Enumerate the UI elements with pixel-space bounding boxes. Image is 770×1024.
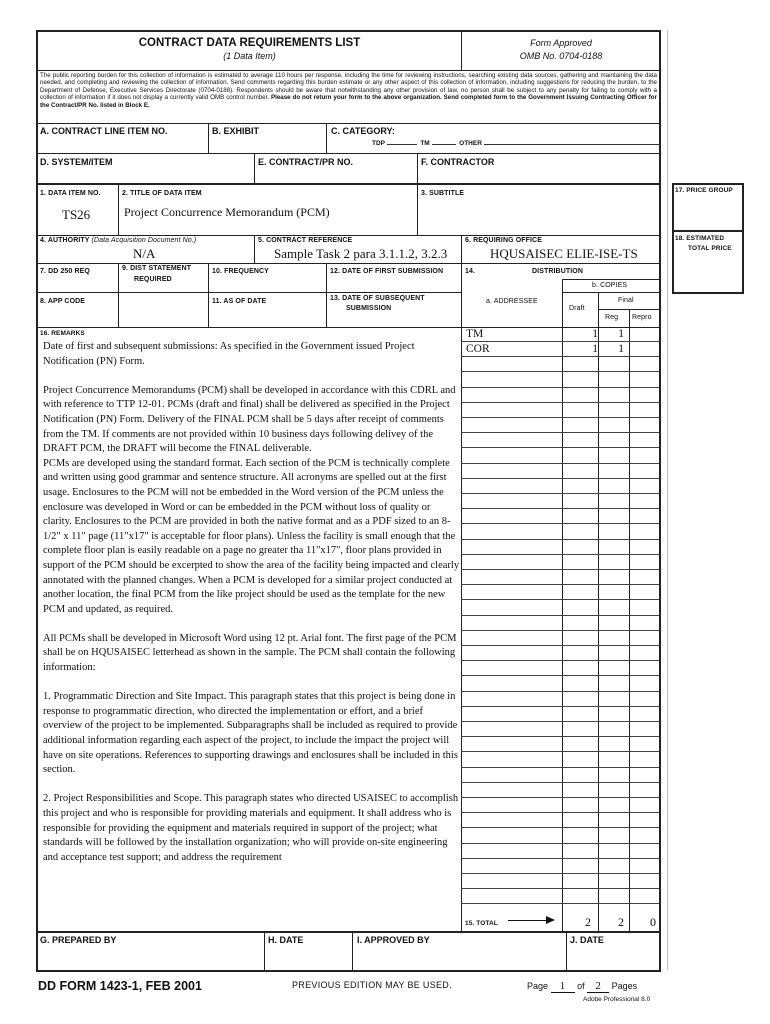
distribution-grid-line: [461, 478, 659, 479]
rule: [118, 183, 119, 235]
distribution-grid-line: [461, 599, 659, 600]
distribution-grid-line: [461, 691, 659, 692]
draft-label: Draft: [569, 305, 585, 312]
distribution-grid-line: [461, 539, 659, 540]
subsequent-label: 13. DATE OF SUBSEQUENT: [330, 295, 425, 302]
rule: [36, 70, 661, 71]
copies-label: b. COPIES: [592, 282, 628, 289]
category-label: C. CATEGORY:: [331, 126, 395, 136]
margin-rule: [667, 30, 668, 970]
distribution-number: 14.: [465, 268, 476, 275]
rule: [254, 235, 255, 263]
distribution-grid-line: [461, 782, 659, 783]
distribution-grid-line: [461, 721, 659, 722]
page-total: 2: [587, 980, 609, 993]
authority-label: [40, 237, 196, 244]
page-indicator: [527, 980, 637, 993]
addressee-label: a. ADDRESSEE: [486, 298, 538, 305]
form-left-border: [36, 30, 38, 971]
rule: [417, 183, 418, 235]
form-id: DD FORM 1423-1, FEB 2001: [38, 979, 202, 993]
data-item-no-value: TS26: [62, 207, 91, 222]
total-arrow-line: [508, 920, 548, 921]
total-repro: 0: [650, 915, 656, 929]
page-label: Page: [527, 981, 549, 991]
exhibit-label: B. EXHIBIT: [212, 126, 260, 136]
approved-by-label: I. APPROVED BY: [357, 935, 430, 945]
distribution-grid-line: [461, 371, 659, 372]
rule: [36, 292, 462, 293]
title-label: 2. TITLE OF DATA ITEM: [122, 190, 202, 197]
app-code-label: 8. APP CODE: [40, 298, 86, 305]
distribution-grid-line: [461, 493, 659, 494]
price-group-label: 17. PRICE GROUP: [675, 187, 733, 194]
distribution-grid-line: [461, 387, 659, 388]
addressee-cell: TM: [466, 328, 484, 340]
rule: [36, 153, 661, 154]
remarks-paragraph: PCMs are developed using the standard format. Each section of the PCM is technically complete and written using good grammar and sentence structure. All acronyms are spelled out at the first usage. Enclosures to the PCM will not be embedded in the Word version of the PCM unless the enclosure was developed in Word or can be embedded in the PCM without loss of quality or clarity. Enclosures to the PCM are provided in both the native format and as a PDF sized to an 8-1/2" x 11" page (11"x17" is acceptable for floor plans). Unless the facility is small enough that the complete floor plan is easily readable on a page no greater tha 11"x17", floor plans provided in support of the PCM should be excerpted to show the area of the facility being impacted and clearly annotated with the planned changes. When a PCM is developed for a similar project conducted at another location, the final PCM from the like project should be used as the template for the new PCM and updated, as required.: [43, 457, 460, 615]
page-number: 1: [551, 980, 575, 993]
rule: [36, 263, 661, 264]
total-price-label: TOTAL PRICE: [688, 245, 732, 252]
form-right-border: [659, 30, 661, 971]
dist-statement-label: 9. DIST STATEMENT: [122, 265, 192, 272]
arrow-right-icon: [546, 916, 555, 924]
distribution-grid-line: [461, 569, 659, 570]
remarks-label: 16. REMARKS: [40, 330, 85, 337]
of-label: of: [577, 981, 585, 991]
rule: [326, 263, 327, 327]
distribution-grid-line: [461, 630, 659, 631]
burden-statement: [40, 72, 657, 109]
data-item-no-label: 1. DATA ITEM NO.: [40, 190, 101, 197]
estimated-label: 18. ESTIMATED: [675, 235, 725, 242]
rule: [264, 931, 265, 971]
distribution-grid-line: [461, 858, 659, 859]
distribution-grid-line: [461, 417, 659, 418]
remarks-paragraph: All PCMs shall be developed in Microsoft Word using 12 pt. Arial font. The first page of the PCM shall be on HQUSAISEC letterhead as shown in the sample. The PCM shall contain the following information:: [43, 632, 457, 674]
distribution-grid-line: [461, 432, 659, 433]
prepared-by-label: G. PREPARED BY: [40, 935, 117, 945]
rule: [461, 235, 462, 263]
authority-label-text: 4. AUTHORITY: [40, 237, 90, 244]
form-subtitle: (1 Data Item): [223, 51, 276, 61]
rule: [461, 263, 462, 327]
header-divider: [461, 30, 462, 70]
frequency-label: 10. FREQUENCY: [212, 268, 269, 275]
addressee-cell: COR: [466, 343, 490, 355]
rule: [562, 279, 659, 280]
distribution-grid-line: [461, 523, 659, 524]
h-date-label: H. DATE: [268, 935, 304, 945]
reg-cell: 1: [618, 343, 624, 355]
adobe-note: Adobe Professional 8.0: [583, 996, 651, 1003]
distribution-grid-line: [461, 888, 659, 889]
distribution-grid-line: [461, 767, 659, 768]
distribution-grid-line: [461, 508, 659, 509]
distribution-grid-line: [461, 843, 659, 844]
submission-label: SUBMISSION: [346, 305, 392, 312]
tdp-label: TDP: [372, 140, 385, 147]
rule: [562, 292, 659, 293]
reg-label: Reg: [605, 314, 619, 321]
distribution-grid-line: [461, 356, 659, 357]
total-label: 15. TOTAL: [465, 920, 498, 927]
distribution-label: DISTRIBUTION: [532, 268, 583, 275]
requiring-office-label: 6. REQUIRING OFFICE: [465, 237, 542, 244]
distribution-grid-line: [461, 827, 659, 828]
requiring-office-value: HQUSAISEC ELIE-ISE-TS: [490, 246, 638, 261]
distribution-grid-line: [461, 903, 659, 904]
distribution-grid-line: [461, 706, 659, 707]
distribution-grid-line: [461, 751, 659, 752]
rule: [417, 153, 418, 183]
remarks-body: [43, 340, 461, 865]
contract-line-item-label: A. CONTRACT LINE ITEM NO.: [40, 126, 168, 136]
authority-sub: (Data Acquisition Document No.): [91, 237, 197, 244]
draft-cell: 1: [592, 328, 598, 340]
rule: [352, 931, 353, 971]
remarks-paragraph: Project Concurrence Memorandums (PCM) shall be developed in accordance with this CDRL and with reference to TTP 12-01. PCMs (draft and final) shall be delivered as specified in the Project Notification (PN) Form. Delivery of the FINAL PCM shall be 5 days after receipt of comments from the TM. If comments are not provided within 10 business days following delivey of the DRAFT PCM, the DRAFT will become the FINAL deliverable.: [43, 384, 456, 455]
required-label: REQUIRED: [134, 276, 172, 283]
rule: [36, 183, 661, 185]
title-value: Project Concurrence Memorandum (PCM): [124, 205, 330, 219]
distribution-grid-line: [461, 812, 659, 813]
repro-label: Repro: [632, 314, 652, 321]
reg-cell: 1: [618, 328, 624, 340]
pages-label: Pages: [611, 981, 638, 991]
rule: [326, 123, 327, 153]
burden-text: The public reporting burden for this collection of information is estimated to average 110 hours per response, including the time for reviewing instructions, searching existing data sources, gathering and maintaining the data needed, and completing and reviewing the collection of information. Send comments regarding this burden estimate or any other aspect of this collection of information, including suggestions for reducing the burden, to the Department of Defense, Executive Services Directorate (0704-0188). Respondents should be aware that notwithstanding any other provision of law, no person shall be subject to any penalty for failing to comply with a collection of information if it does not display a currently valid OMB control number.: [40, 72, 657, 102]
rule: [36, 123, 661, 124]
as-of-date-label: 11. AS OF DATE: [212, 298, 267, 305]
final-label: Final: [618, 297, 634, 304]
category-options: [372, 140, 660, 147]
distribution-grid-line: [461, 554, 659, 555]
distribution-grid-line: [461, 736, 659, 737]
contract-reference-label: 5. CONTRACT REFERENCE: [258, 237, 353, 244]
system-item-label: D. SYSTEM/ITEM: [40, 157, 113, 167]
rule: [566, 931, 567, 971]
rule: [672, 230, 744, 232]
rule: [254, 153, 255, 183]
form-bottom-border: [36, 970, 661, 972]
distribution-grid-line: [461, 447, 659, 448]
first-submission-label: 12. DATE OF FIRST SUBMISSION: [330, 268, 444, 275]
draft-cell: 1: [592, 343, 598, 355]
rule: [208, 123, 209, 153]
distribution-grid-line: [461, 873, 659, 874]
total-reg: 2: [618, 915, 624, 929]
rule: [208, 263, 209, 327]
remarks-paragraph: 1. Programmatic Direction and Site Impact. This paragraph states that this project is being done in response to programmatic direction, who directed the implementation or effort, and a brief overview of the project to be implemented. Subparagraphs shall be included as required to provide additional information regarding each aspect of the project, to include the impact the project will have on site operations. References to supporting drawings and enclosures shall be included in this section.: [43, 691, 458, 776]
remarks-paragraph: 2. Project Responsibilities and Scope. This paragraph states who directed USAISEC to accomplish this project and who is responsible for providing materials and equipment. It shall address who is responsible for providing the equipment and materials required in support of the project; what standards will be followed by the installation organization; who will provide on-site engineering and acceptance test support; and address the requirement: [43, 793, 459, 863]
distribution-grid-line: [461, 675, 659, 676]
contract-pr-label: E. CONTRACT/PR NO.: [258, 157, 354, 167]
rule: [36, 931, 661, 933]
rule: [118, 263, 119, 327]
form-approved: Form Approved: [530, 38, 592, 48]
distribution-grid-line: [461, 645, 659, 646]
total-draft: 2: [585, 915, 591, 929]
other-label: OTHER: [459, 140, 482, 147]
distribution-grid-line: [461, 660, 659, 661]
distribution-grid-line: [461, 341, 659, 342]
contract-reference-value: Sample Task 2 para 3.1.1.2, 3.2.3: [274, 246, 448, 261]
omb-number: OMB No. 0704-0188: [519, 51, 603, 61]
rule: [36, 235, 661, 236]
authority-value: N/A: [133, 246, 156, 261]
subtitle-label: 3. SUBTITLE: [421, 190, 465, 197]
form-top-border: [36, 30, 661, 32]
rule: [562, 279, 563, 931]
distribution-grid-line: [461, 463, 659, 464]
j-date-label: J. DATE: [570, 935, 604, 945]
tm-label: TM: [420, 140, 430, 147]
form-title: CONTRACT DATA REQUIREMENTS LIST: [138, 37, 361, 49]
distribution-grid-line: [461, 402, 659, 403]
previous-edition: PREVIOUS EDITION MAY BE USED.: [292, 980, 452, 990]
remarks-paragraph: Date of first and subsequent submissions: As specified in the Government issued Project Notification (PN) Form.: [43, 341, 415, 367]
distribution-grid-line: [461, 615, 659, 616]
contractor-label: F. CONTRACTOR: [421, 157, 495, 167]
distribution-grid-line: [461, 584, 659, 585]
distribution-grid-line: [461, 797, 659, 798]
burden-bold-text: Please do not return your form to the above organization. Send completed form to the Government Issuing Contracting Officer for the Contract/PR No. listed in Block E.: [40, 94, 657, 109]
dd250-label: 7. DD 250 REQ: [40, 268, 90, 275]
